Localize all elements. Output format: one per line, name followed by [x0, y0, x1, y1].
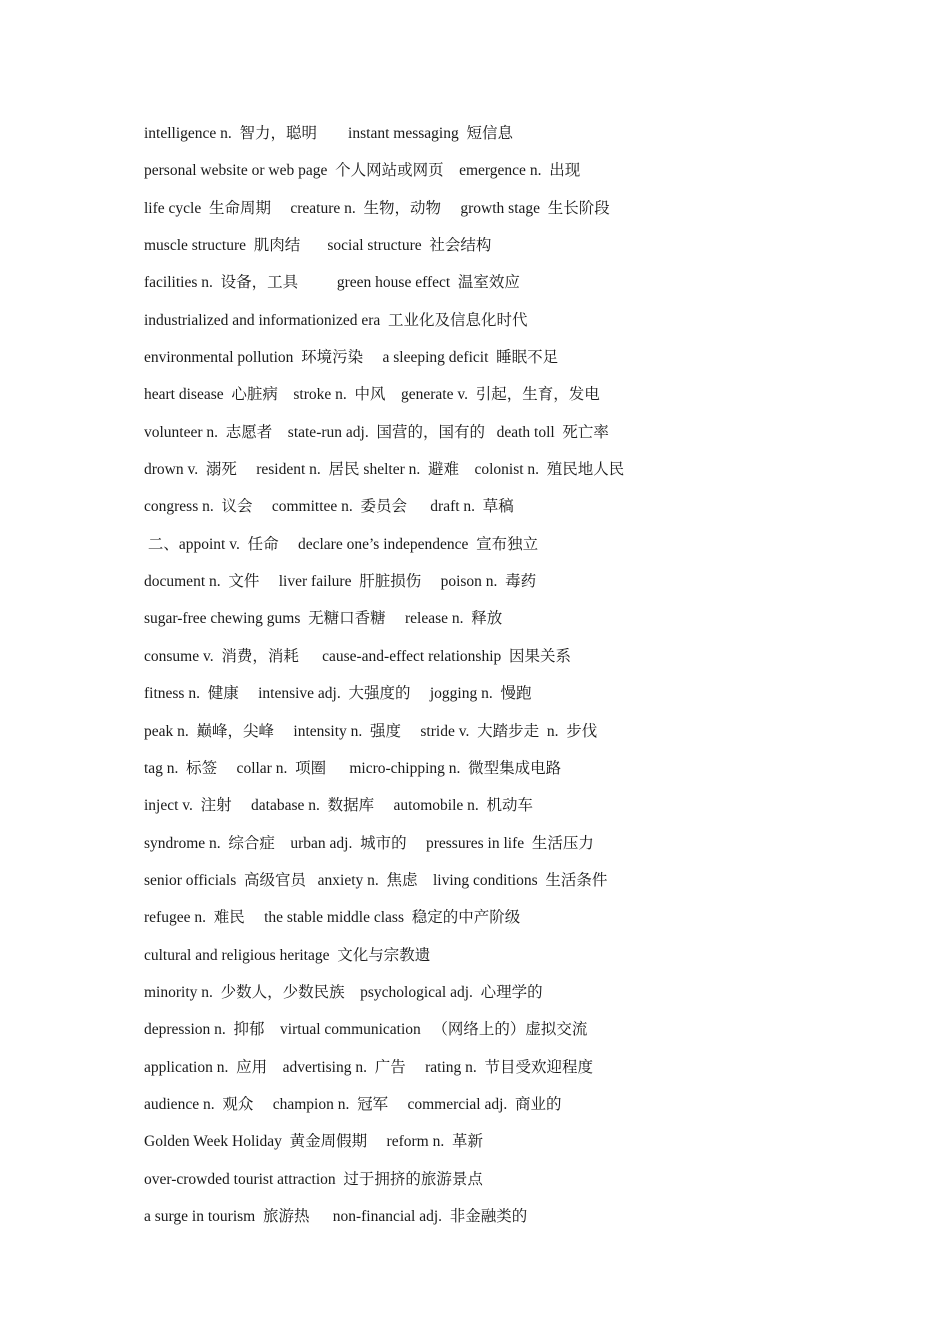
vocab-line: consume v. 消费，消耗 cause-and-effect relationship 因果关系 — [144, 647, 572, 665]
vocab-line: life cycle 生命周期 creature n. 生物，动物 growth stage 生长阶段 — [144, 199, 610, 217]
vocab-line: minority n. 少数人，少数民族 psychological adj. 心理学的 — [144, 983, 543, 1001]
vocab-line: document n. 文件 liver failure 肝脏损伤 poison n. 毒药 — [144, 573, 537, 591]
vocab-line: fitness n. 健康 intensive adj. 大强度的 jogging n. 慢跑 — [144, 685, 532, 703]
vocab-line: a surge in tourism 旅游热 non-financial adj. 非金融类的 — [144, 1207, 528, 1225]
vocab-line: facilities n. 设备，工具 green house effect 温室效应 — [144, 274, 520, 292]
vocab-line: cultural and religious heritage 文化与宗教遗 — [144, 946, 431, 964]
vocab-line: syndrome n. 综合症 urban adj. 城市的 pressures in life 生活压力 — [144, 834, 594, 852]
section-heading-line: 二、appoint v. 任命 declare one’s independence 宣布独立 — [144, 535, 539, 553]
vocab-line: audience n. 观众 champion n. 冠军 commercial adj. 商业的 — [144, 1095, 562, 1113]
vocab-line: industrialized and informationized era 工业化及信息化时代 — [144, 311, 528, 329]
vocab-line: drown v. 溺死 resident n. 居民 shelter n. 避难 colonist n. 殖民地人民 — [144, 461, 625, 479]
vocab-line: sugar-free chewing gums 无糖口香糖 release n. 释放 — [144, 610, 503, 628]
vocab-line: application n. 应用 advertising n. 广告 rating n. 节目受欢迎程度 — [144, 1058, 594, 1076]
vocab-line: tag n. 标签 collar n. 项圈 micro-chipping n. 微型集成电路 — [144, 759, 562, 777]
vocab-line: refugee n. 难民 the stable middle class 稳定的中产阶级 — [144, 909, 521, 927]
vocab-line: over-crowded tourist attraction 过于拥挤的旅游景点 — [144, 1170, 483, 1188]
vocab-line: congress n. 议会 committee n. 委员会 draft n. 草稿 — [144, 498, 514, 516]
vocabulary-list — [144, 121, 864, 1241]
vocab-line: Golden Week Holiday 黄金周假期 reform n. 革新 — [144, 1133, 483, 1151]
vocab-line: heart disease 心脏病 stroke n. 中风 generate v. 引起，生育，发电 — [144, 386, 600, 404]
vocab-line: peak n. 巅峰，尖峰 intensity n. 强度 stride v. 大踏步走 n. 步伐 — [144, 722, 598, 740]
vocab-line: volunteer n. 志愿者 state-run adj. 国营的，国有的 death toll 死亡率 — [144, 423, 609, 441]
vocab-line: depression n. 抑郁 virtual communication （网络上的）虚拟交流 — [144, 1021, 588, 1039]
vocab-line: inject v. 注射 database n. 数据库 automobile n. 机动车 — [144, 797, 534, 815]
vocab-line: intelligence n. 智力，聪明 instant messaging 短信息 — [144, 125, 513, 142]
vocab-line: muscle structure 肌肉结 social structure 社会结构 — [144, 237, 492, 255]
vocab-line: personal website or web page 个人网站或网页 emergence n. 出现 — [144, 162, 581, 180]
vocab-line: senior officials 高级官员 anxiety n. 焦虑 living conditions 生活条件 — [144, 871, 608, 889]
vocab-line: environmental pollution 环境污染 a sleeping deficit 睡眠不足 — [144, 349, 559, 367]
